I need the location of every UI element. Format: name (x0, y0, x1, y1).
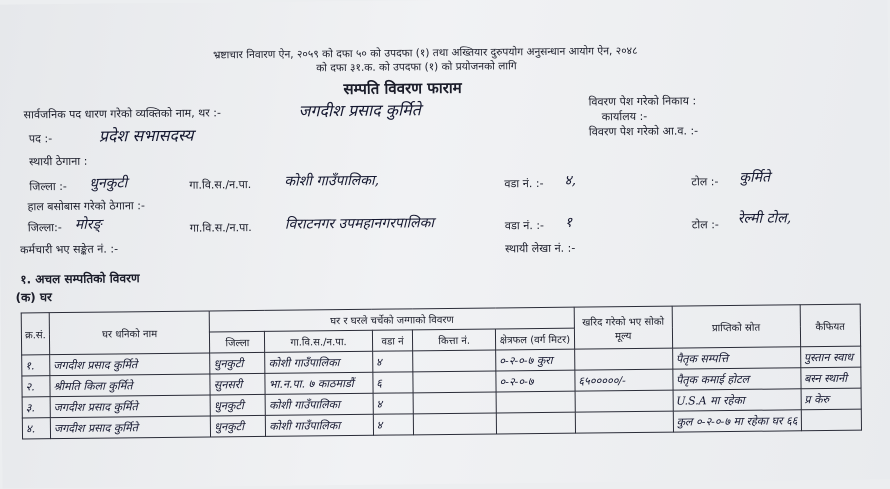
vdc2-label: गा.वि.स./न.पा. (189, 221, 252, 235)
cell-district: धुनकुटी (210, 394, 265, 416)
section-title: १. अचल सम्पतिको विवरण (20, 271, 140, 287)
cell-vdc: भा.न.पा. ७ काठमाडौं (265, 372, 373, 394)
employee-code-label: कर्मचारी भए सङ्केत नं. :- (19, 242, 119, 257)
cell-district: धुनकुटी (211, 415, 266, 437)
cell-owner: जगदीश प्रसाद कुर्मिते (50, 395, 211, 418)
cell-sn: ४. (22, 418, 50, 439)
cell-remarks: पुस्तान स्वाध (800, 346, 861, 368)
post-label: पद :- (28, 132, 53, 146)
cell-area: ०-२-०-७ (496, 370, 575, 392)
house-table (21, 304, 862, 440)
cell-remarks: बस्न स्थानी (800, 367, 861, 389)
name-value: जगदीश प्रसाद कुर्मिते (298, 100, 421, 121)
cell-area (496, 391, 575, 413)
header-vdc: गा.वि.स./न.पा. (265, 330, 373, 352)
vdc-value: कोशी गाउँपालिका, (284, 172, 380, 190)
cell-source: कुल ०-२-०-७ मा रहेका घर ६६ (673, 410, 801, 432)
cell-remarks (801, 409, 862, 431)
cell-district: धुनकुटी (210, 352, 265, 374)
cell-price (575, 348, 673, 370)
header-area: क्षेत्रफल (वर्ग मिटर) (495, 328, 574, 350)
cell-area: ०-२-०-७ कुरा (496, 349, 575, 371)
cell-vdc: कोशी गाउँपालिका (266, 414, 374, 436)
header-price: खरिद गरेको भए सोको मूल्य (574, 306, 672, 349)
district-value: धुनकुटी (89, 175, 128, 192)
ward2-label: वडा नं. :- (504, 218, 545, 233)
cell-owner: जगदीश प्रसाद कुर्मिते (50, 416, 211, 439)
permanent-account-label: स्थायी लेखा नं. :- (505, 241, 576, 256)
cell-district: सुनसरी (210, 373, 265, 395)
tole-value: कुर्मिते (739, 169, 771, 186)
current-address-label: हाल बसोबास गरेको ठेगाना :- (27, 199, 145, 214)
header-source: प्राप्तिको स्रोत (672, 305, 800, 348)
cell-kitta (414, 413, 497, 435)
karyalaya-label: कार्यालय :- (601, 109, 648, 124)
cell-source: पैतृक सम्पत्ति (672, 347, 800, 369)
cell-vdc: कोशी गाउँपालिका (265, 393, 373, 415)
cell-ward: ४ (373, 393, 414, 414)
header-line-2: को दफा ३१.क. को उपदफा (१) को प्रयोजनको लागि (316, 60, 517, 75)
cell-source: पैतृक कमाई होटल (673, 368, 801, 390)
cell-owner: जगदीश प्रसाद कुर्मिते (50, 353, 211, 376)
cell-kitta (413, 371, 496, 393)
section-subtitle: (क) घर (15, 290, 53, 305)
cell-area (496, 412, 575, 434)
ward2-value: १ (564, 214, 573, 231)
district2-label: जिल्ला:- (27, 221, 62, 235)
tole-label: टोल :- (691, 175, 719, 189)
cell-source: U.S.A मा रहेका (673, 389, 801, 411)
header-district: जिल्ला (210, 331, 265, 353)
header-line-1: भ्रष्टाचार निवारण ऐन, २०५९ को दफा ५० को उपदफा (१) तथा अख्तियार दुरुपयोग अनुसन्धान आयोग ऐन, २०४८ (212, 44, 638, 62)
cell-price (575, 411, 673, 433)
cell-price: ६५०००००/- (575, 369, 673, 391)
header-owner: घर धनिको नाम (49, 311, 210, 355)
vdc2-value: विराटनगर उपमहानगरपालिका (284, 215, 435, 233)
tole2-label: टोल :- (691, 218, 719, 232)
form-title: सम्पति विवरण फाराम (343, 78, 462, 99)
cell-ward: ४ (373, 414, 414, 435)
permanent-address-label: स्थायी ठेगाना : (29, 154, 88, 169)
cell-sn: १. (22, 355, 50, 376)
tole2-value: रेल्मी टोल, (737, 210, 792, 227)
district-label: जिल्ला :- (29, 179, 67, 194)
cell-remarks: प्र केरु (801, 388, 862, 410)
cell-kitta (413, 350, 496, 372)
cell-ward: ४ (372, 351, 413, 372)
cell-vdc: कोशी गाउँपालिका (265, 351, 373, 373)
header-remarks: कैफियत (800, 304, 861, 347)
header-group: घर र घरले चर्चेको जग्गाको विवरण (210, 307, 575, 332)
header-kitta: कित्ता नं. (413, 329, 496, 351)
fiscal-year-label: विवरण पेश गरेको आ.व. :- (588, 124, 699, 139)
cell-owner: श्रीमति किला कुर्मिते (50, 374, 211, 397)
cell-kitta (413, 392, 496, 414)
name-label: सार्वजनिक पद धारण गरेको व्यक्तिको नाम, थर :- (23, 106, 221, 122)
office-label: विवरण पेश गरेको निकाय : (588, 94, 697, 109)
vdc-label: गा.वि.स./न.पा. (189, 178, 252, 192)
ward-label: वडा नं. :- (504, 176, 544, 191)
header-sn: क्र.सं. (21, 313, 49, 355)
district2-value: मोरङ् (74, 216, 102, 233)
cell-price (575, 390, 673, 412)
cell-ward: ६ (373, 372, 414, 393)
cell-sn: २. (22, 376, 50, 397)
header-ward: वडा नं (372, 330, 413, 351)
post-value: प्रदेश सभासदस्य (98, 125, 194, 146)
cell-sn: ३. (22, 397, 50, 418)
ward-value: ४, (564, 172, 577, 189)
